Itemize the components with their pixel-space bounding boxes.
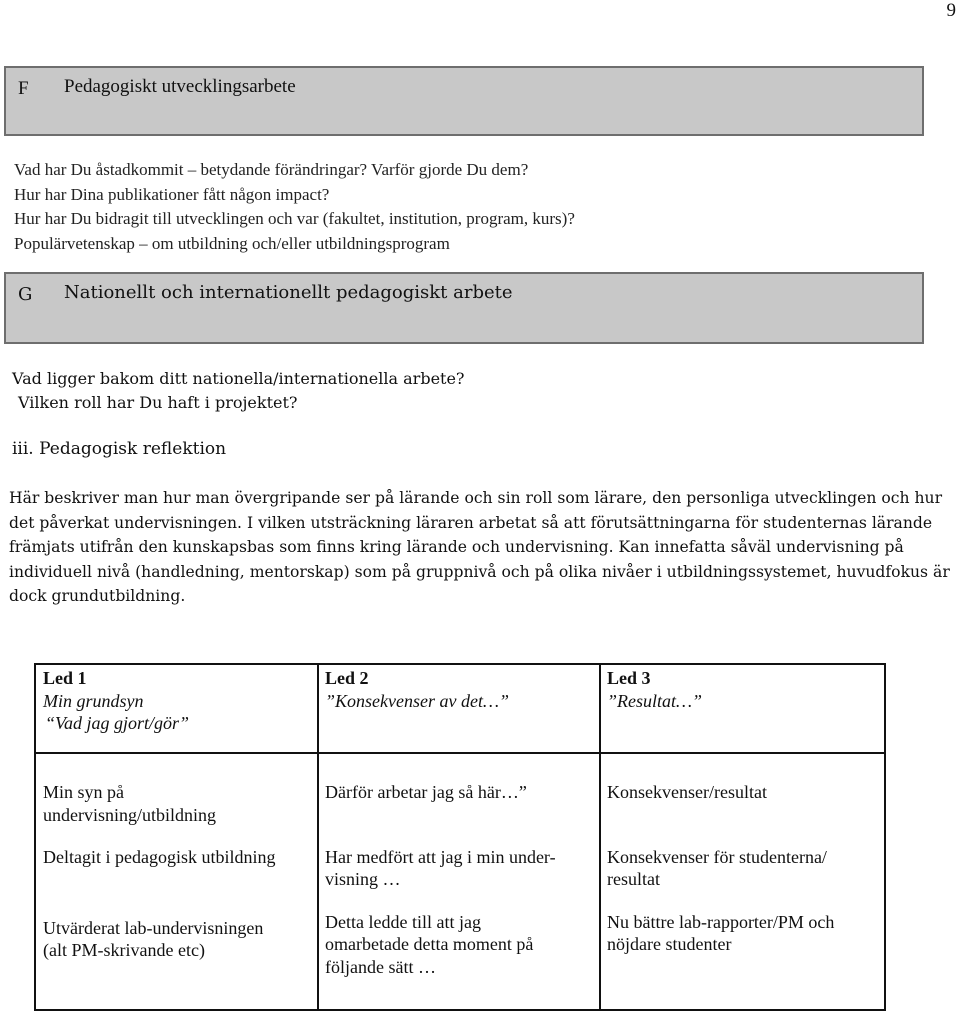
table-cell-text: (alt PM-skrivande etc) bbox=[43, 940, 205, 960]
header-led-subtitle: ”Resultat…” bbox=[607, 690, 703, 711]
table-cell-text: Detta ledde till att jag bbox=[325, 911, 481, 932]
header-led-label: Led 1 bbox=[43, 668, 87, 688]
question-line: Hur har Du bidragit till utvecklingen och var (fakultet, institution, program, kurs)? bbox=[14, 209, 575, 228]
section-f-title: Pedagogiskt utvecklingsarbete bbox=[64, 76, 296, 97]
table-cell-text: omarbetade detta moment på bbox=[325, 934, 534, 954]
header-led-label: Led 3 bbox=[607, 668, 651, 688]
section-f-header bbox=[4, 66, 924, 136]
table-column-divider bbox=[317, 665, 319, 1009]
reflection-heading: iii. Pedagogisk reflektion bbox=[12, 439, 227, 459]
table-cell-text: följande sätt … bbox=[325, 956, 436, 977]
reflection-paragraph: Här beskriver man hur man övergripande ser på lärande och sin roll som lärare, den personliga utvecklingen och hur det påverkat undervisningen. I vilken utsträckning läraren arbetat så att förutsättningarna för studenternas lärande främjats utifrån den kunskapsbas som finns kring lärande och undervisning. Kan innefatta såväl undervisning på individuell nivå (handledning, mentorskap) som på gruppnivå och på olika nivåer i utbildningssystemet, huvudfokus är dock grundutbildning. bbox=[9, 489, 950, 606]
table-cell-text: Har medfört att jag i min under- bbox=[325, 846, 556, 867]
table-cell-text: Konsekvenser/resultat bbox=[607, 782, 767, 802]
table-cell-text: nöjdare studenter bbox=[607, 934, 732, 954]
table-cell-text: Min syn på bbox=[43, 782, 124, 802]
table-cell-text: undervisning/utbildning bbox=[43, 804, 216, 825]
led-table bbox=[34, 663, 886, 1011]
question-line: Vad har Du åstadkommit – betydande förändringar? Varför gjorde Du dem? bbox=[14, 160, 529, 179]
question-line: Vilken roll har Du haft i projektet? bbox=[18, 393, 298, 412]
header-led-subtitle: ”Konsekvenser av det…” bbox=[325, 690, 509, 711]
header-led-subtitle: Min grundsyn bbox=[43, 690, 144, 711]
table-header-led-1 bbox=[43, 667, 313, 735]
question-line: Hur har Dina publikationer fått någon impact? bbox=[14, 184, 330, 204]
table-column-divider bbox=[599, 665, 601, 1009]
table-column-3 bbox=[607, 781, 885, 956]
table-cell-text: Utvärderat lab-undervisningen bbox=[43, 917, 264, 938]
table-row-divider bbox=[36, 752, 884, 754]
page-number: 9 bbox=[946, 0, 956, 21]
question-line: Populärvetenskap – om utbildning och/eller utbildningsprogram bbox=[14, 233, 450, 253]
table-cell-text: Deltagit i pedagogisk utbildning bbox=[43, 847, 276, 867]
header-led-label: Led 2 bbox=[325, 668, 369, 688]
table-column-2 bbox=[325, 781, 597, 978]
table-cell-text: resultat bbox=[607, 869, 660, 889]
section-f-questions bbox=[14, 158, 575, 256]
header-led-subtitle: “Vad jag gjort/gör” bbox=[45, 713, 190, 733]
section-f-letter: F bbox=[18, 78, 29, 99]
table-cell-text: Nu bättre lab-rapporter/PM och bbox=[607, 911, 835, 932]
table-cell-text: Konsekvenser för studenterna/ bbox=[607, 846, 827, 867]
section-g-questions bbox=[12, 367, 465, 415]
table-header-led-2 bbox=[325, 667, 595, 712]
table-column-1 bbox=[43, 781, 315, 962]
section-g-title: Nationellt och internationellt pedagogiskt arbete bbox=[64, 282, 513, 303]
table-header-led-3 bbox=[607, 667, 877, 712]
table-cell-text: Därför arbetar jag så här…” bbox=[325, 782, 527, 802]
section-g-letter: G bbox=[18, 284, 33, 305]
question-line: Vad ligger bakom ditt nationella/internationella arbete? bbox=[12, 369, 465, 388]
section-g-header bbox=[4, 272, 924, 344]
table-cell-text: visning … bbox=[325, 869, 401, 889]
